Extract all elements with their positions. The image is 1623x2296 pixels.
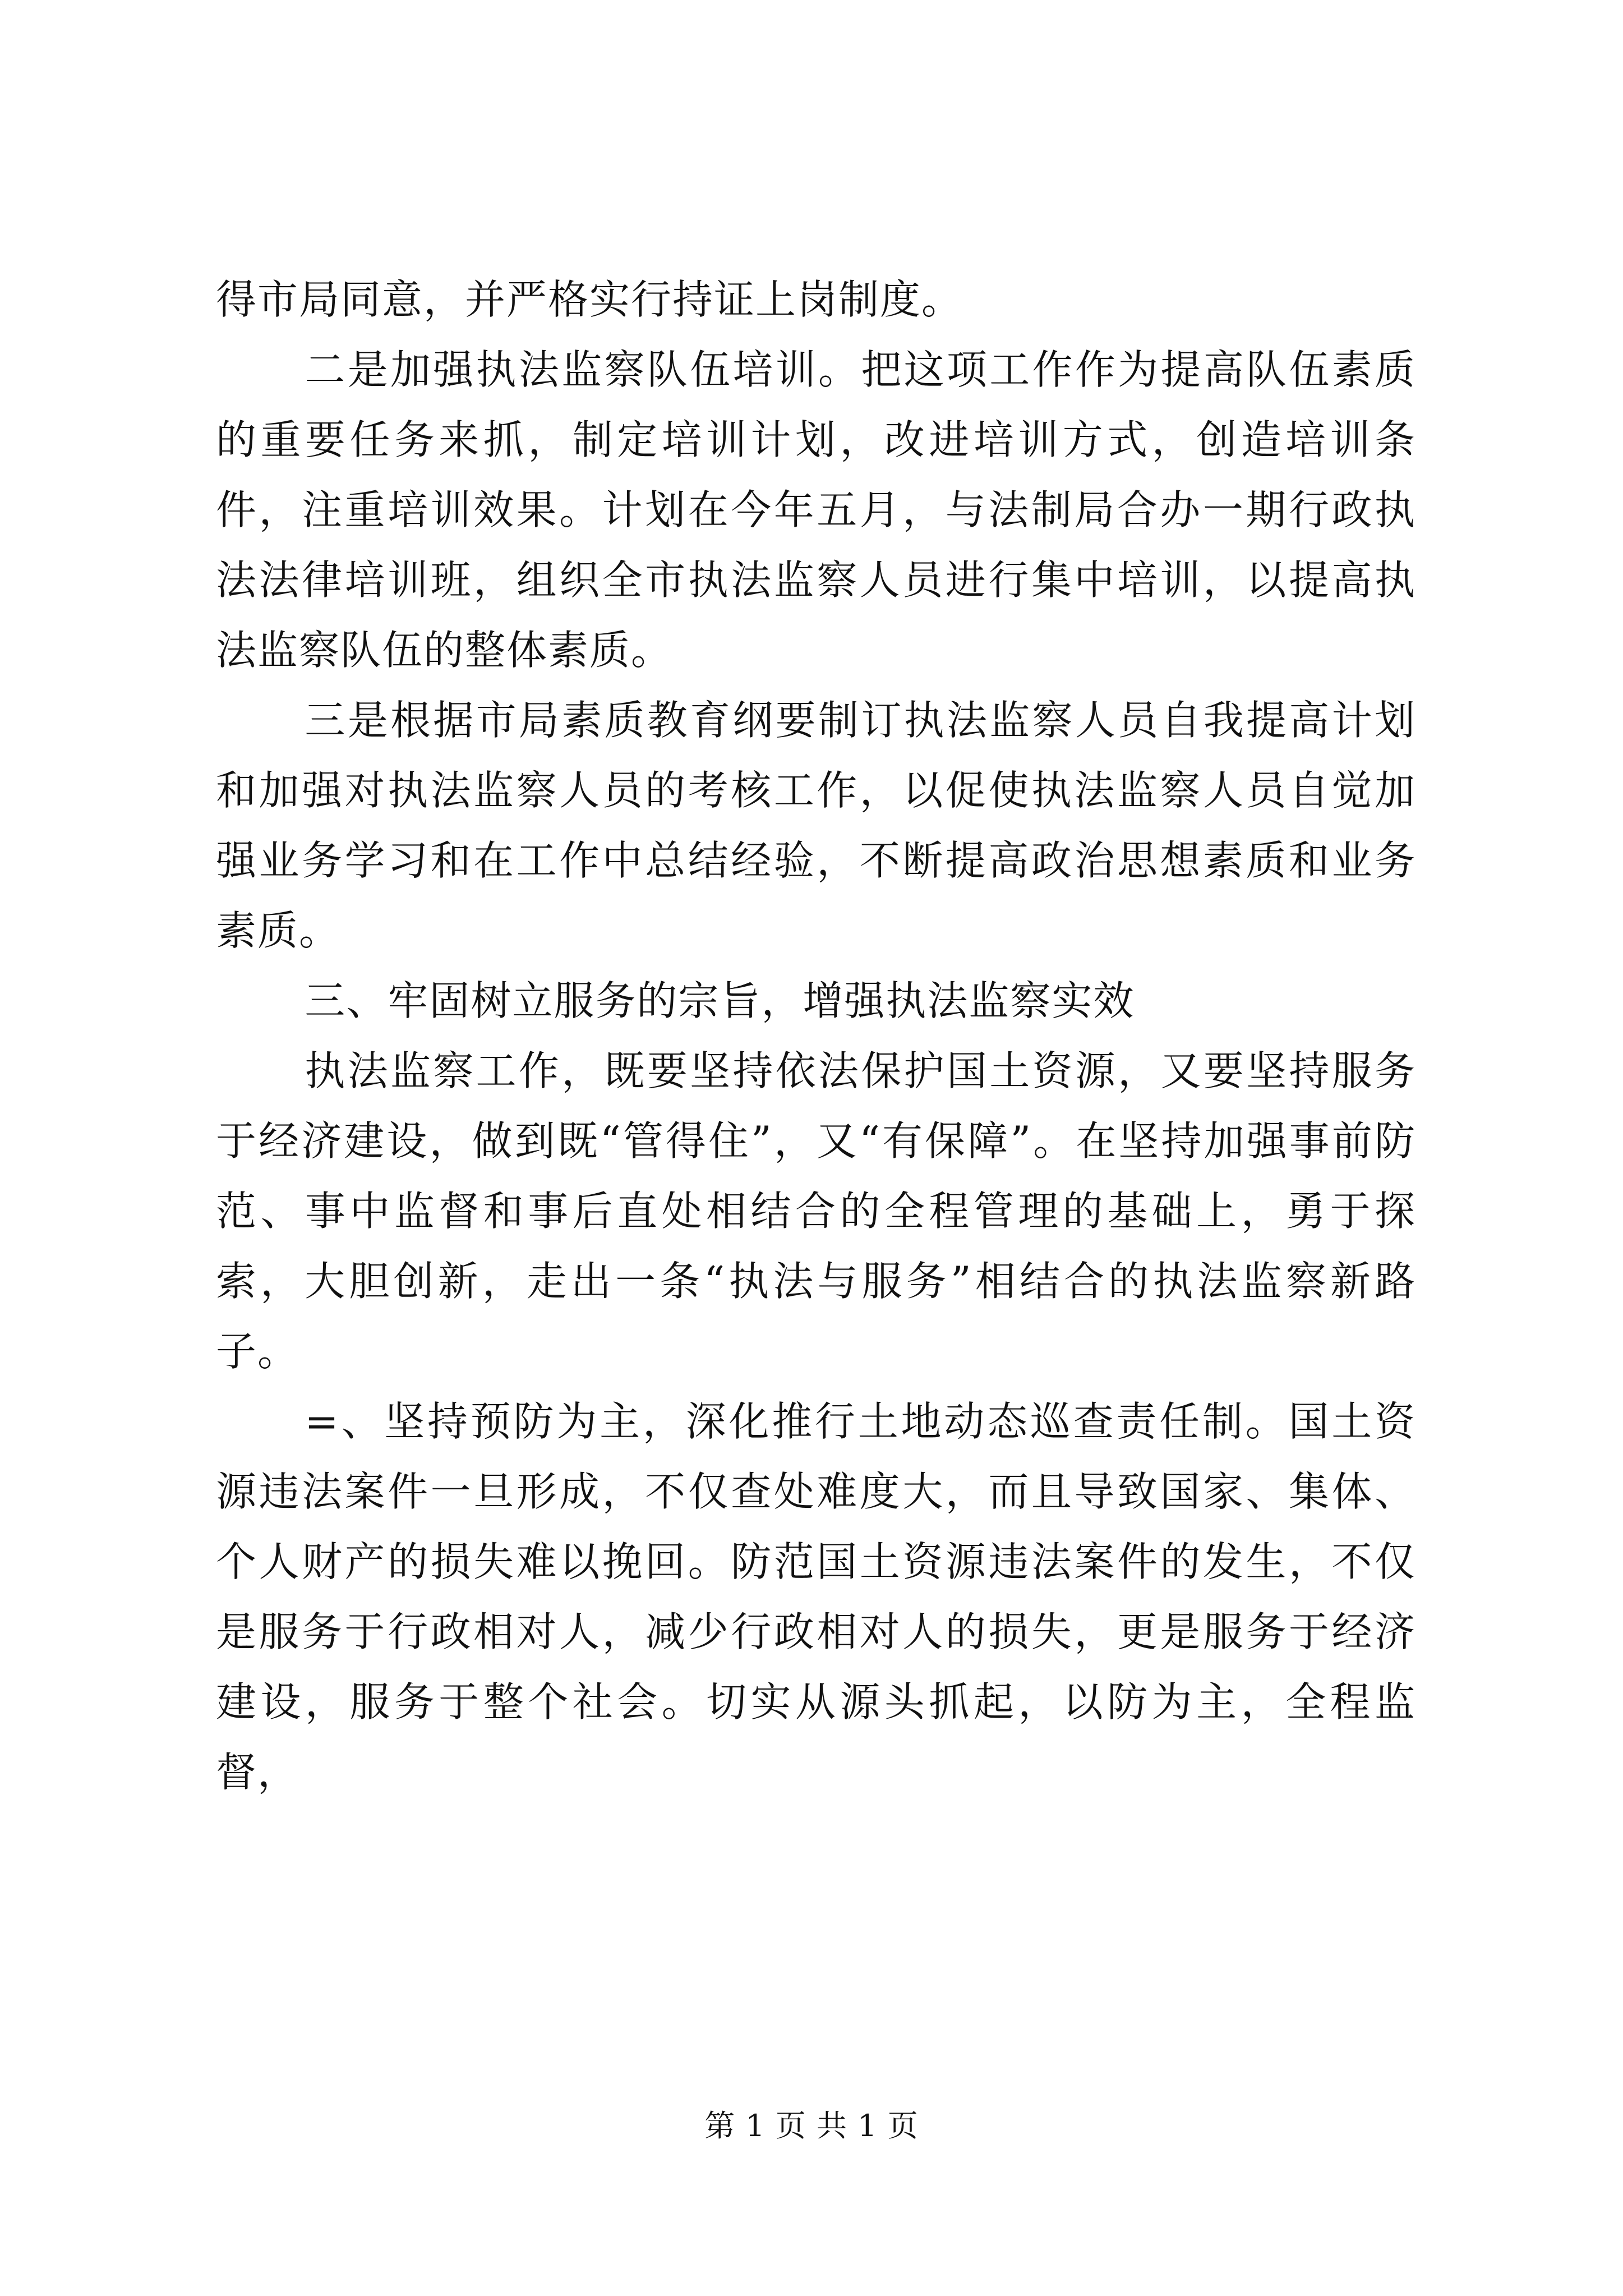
page-footer: 第 1 页 共 1 页 — [704, 2108, 919, 2143]
document-body — [216, 265, 1416, 1807]
paragraph-assessment: 三是根据市局素质教育纲要制订执法监察人员自我提高计划和加强对执法监察人员的考核工作，以促使执法监察人员自觉加强业务学习和在工作中总结经验，不断提高政治思想素质和业务素质。 — [216, 697, 1416, 954]
paragraph-training: 二是加强执法监察队伍培训。把这项工作作为提高队伍素质的重要任务来抓，制定培训计划，改进培训方式，创造培训条件，注重培训效果。计划在今年五月，与法制局合办一期行政执法法律培训班，组织全市执法监察人员进行集中培训，以提高执法监察队伍的整体素质。 — [216, 346, 1416, 674]
paragraph-continuation: 得市局同意，并严格实行持证上岗制度。 — [216, 276, 963, 323]
paragraph-prevention: =、坚持预防为主，深化推行土地动态巡查责任制。国土资源违法案件一旦形成，不仅查处难度大，而且导致国家、集体、个人财产的损失难以挽回。防范国土资源违法案件的发生，不仅是服务于行政相对人，减少行政相对人的损失，更是服务于经济建设，服务于整个社会。切实从源头抓起，以防为主，全程监督， — [216, 1398, 1416, 1796]
section-heading: 三、牢固树立服务的宗旨，增强执法监察实效 — [305, 977, 1135, 1024]
paragraph-service: 执法监察工作，既要坚持依法保护国土资源，又要坚持服务于经济建设，做到既“管得住”，又“有保障”。在坚持加强事前防范、事中监督和事后直处相结合的全程管理的基础上，勇于探索，大胆创新，走出一条“执法与服务”相结合的执法监察新路子。 — [216, 1047, 1416, 1375]
